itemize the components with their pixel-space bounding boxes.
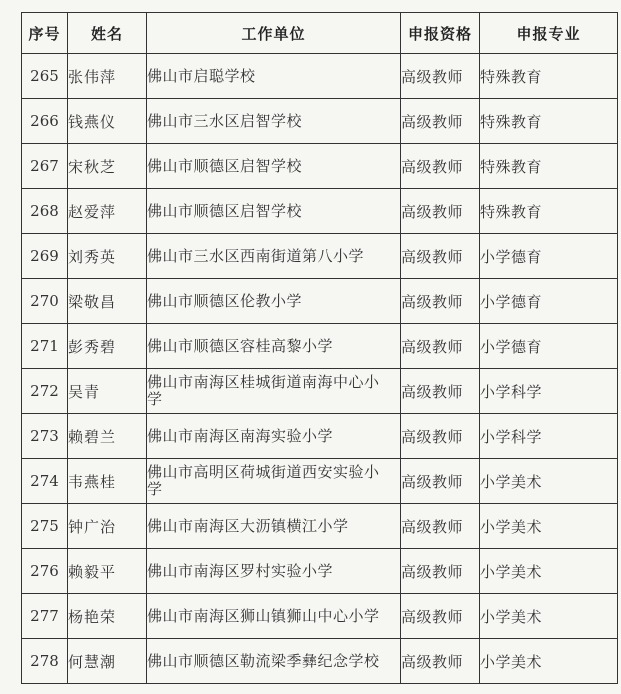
work-unit-text: 佛山市顺德区伦教小学 bbox=[147, 291, 303, 310]
table-row bbox=[22, 144, 618, 189]
work-unit-text: 佛山市启聪学校 bbox=[147, 66, 256, 85]
serial-number-cell: 265 bbox=[22, 54, 68, 99]
name-cell: 钱燕仪 bbox=[68, 99, 147, 144]
serial-number-cell: 278 bbox=[22, 639, 68, 684]
table-row bbox=[22, 324, 618, 369]
name-cell: 赵爱萍 bbox=[68, 189, 147, 234]
work-unit-cell bbox=[147, 54, 401, 99]
name-cell: 梁敬昌 bbox=[68, 279, 147, 324]
qualification-cell: 高级教师 bbox=[401, 234, 480, 279]
work-unit-cell bbox=[147, 504, 401, 549]
major-cell: 小学美术 bbox=[480, 639, 618, 684]
serial-number-cell: 269 bbox=[22, 234, 68, 279]
qualification-cell: 高级教师 bbox=[401, 369, 480, 414]
qualification-cell: 高级教师 bbox=[401, 189, 480, 234]
name-cell: 钟广治 bbox=[68, 504, 147, 549]
work-unit-cell bbox=[147, 144, 401, 189]
qualification-cell: 高级教师 bbox=[401, 54, 480, 99]
header-serial-number: 序号 bbox=[22, 13, 68, 54]
work-unit-text: 佛山市南海区狮山镇狮山中心小学 bbox=[147, 606, 380, 625]
work-unit-cell bbox=[147, 369, 401, 414]
name-cell: 吴青 bbox=[68, 369, 147, 414]
name-cell: 宋秋芝 bbox=[68, 144, 147, 189]
work-unit-cell bbox=[147, 594, 401, 639]
name-cell: 韦燕桂 bbox=[68, 459, 147, 504]
qualification-cell: 高级教师 bbox=[401, 504, 480, 549]
qualification-cell: 高级教师 bbox=[401, 144, 480, 189]
table-row bbox=[22, 414, 618, 459]
serial-number-cell: 266 bbox=[22, 99, 68, 144]
work-unit-text: 佛山市顺德区启智学校 bbox=[147, 156, 303, 175]
work-unit-text: 佛山市顺德区启智学校 bbox=[147, 201, 303, 220]
table-header bbox=[22, 13, 618, 54]
work-unit-text: 佛山市南海区南海实验小学 bbox=[147, 426, 334, 445]
major-cell: 特殊教育 bbox=[480, 144, 618, 189]
table-row bbox=[22, 504, 618, 549]
work-unit-cell bbox=[147, 639, 401, 684]
table-row bbox=[22, 54, 618, 99]
major-cell: 小学美术 bbox=[480, 594, 618, 639]
work-unit-text: 佛山市南海区大沥镇横江小学 bbox=[147, 516, 349, 535]
qualification-cell: 高级教师 bbox=[401, 414, 480, 459]
table-row bbox=[22, 189, 618, 234]
name-cell: 彭秀碧 bbox=[68, 324, 147, 369]
work-unit-cell bbox=[147, 549, 401, 594]
serial-number-cell: 271 bbox=[22, 324, 68, 369]
serial-number-cell: 276 bbox=[22, 549, 68, 594]
name-cell: 赖毅平 bbox=[68, 549, 147, 594]
work-unit-text: 佛山市南海区罗村实验小学 bbox=[147, 561, 334, 580]
serial-number-cell: 275 bbox=[22, 504, 68, 549]
major-cell: 小学科学 bbox=[480, 414, 618, 459]
qualification-cell: 高级教师 bbox=[401, 99, 480, 144]
name-cell: 张伟萍 bbox=[68, 54, 147, 99]
serial-number-cell: 270 bbox=[22, 279, 68, 324]
serial-number-cell: 277 bbox=[22, 594, 68, 639]
work-unit-cell bbox=[147, 99, 401, 144]
work-unit-cell bbox=[147, 234, 401, 279]
qualification-cell: 高级教师 bbox=[401, 459, 480, 504]
major-cell: 小学德育 bbox=[480, 279, 618, 324]
work-unit-text: 佛山市三水区西南街道第八小学 bbox=[147, 246, 365, 265]
name-cell: 刘秀英 bbox=[68, 234, 147, 279]
major-cell: 特殊教育 bbox=[480, 99, 618, 144]
work-unit-text: 佛山市三水区启智学校 bbox=[147, 111, 303, 130]
work-unit-text: 佛山市南海区桂城街道南海中心小学 bbox=[147, 373, 380, 408]
major-cell: 小学美术 bbox=[480, 549, 618, 594]
table-row bbox=[22, 369, 618, 414]
qualification-cell: 高级教师 bbox=[401, 594, 480, 639]
major-cell: 特殊教育 bbox=[480, 54, 618, 99]
table-row bbox=[22, 279, 618, 324]
header-name: 姓名 bbox=[68, 13, 147, 54]
major-cell: 小学德育 bbox=[480, 234, 618, 279]
table-row bbox=[22, 594, 618, 639]
name-cell: 杨艳荣 bbox=[68, 594, 147, 639]
name-cell: 何慧潮 bbox=[68, 639, 147, 684]
major-cell: 特殊教育 bbox=[480, 189, 618, 234]
major-cell: 小学美术 bbox=[480, 459, 618, 504]
table-row bbox=[22, 234, 618, 279]
table-row bbox=[22, 639, 618, 684]
table-row bbox=[22, 99, 618, 144]
major-cell: 小学科学 bbox=[480, 369, 618, 414]
header-major: 申报专业 bbox=[480, 13, 618, 54]
work-unit-text: 佛山市高明区荷城街道西安实验小学 bbox=[147, 463, 380, 498]
qualification-cell: 高级教师 bbox=[401, 639, 480, 684]
qualification-cell: 高级教师 bbox=[401, 279, 480, 324]
header-work-unit: 工作单位 bbox=[147, 13, 401, 54]
table-row bbox=[22, 459, 618, 504]
table-body bbox=[22, 54, 618, 684]
teacher-roster-table bbox=[21, 12, 618, 684]
serial-number-cell: 267 bbox=[22, 144, 68, 189]
table-row bbox=[22, 549, 618, 594]
work-unit-text: 佛山市顺德区勒流梁季彝纪念学校 bbox=[147, 651, 380, 670]
work-unit-cell bbox=[147, 414, 401, 459]
serial-number-cell: 274 bbox=[22, 459, 68, 504]
work-unit-cell bbox=[147, 189, 401, 234]
major-cell: 小学德育 bbox=[480, 324, 618, 369]
work-unit-cell bbox=[147, 324, 401, 369]
qualification-cell: 高级教师 bbox=[401, 549, 480, 594]
major-cell: 小学美术 bbox=[480, 504, 618, 549]
work-unit-cell bbox=[147, 279, 401, 324]
serial-number-cell: 273 bbox=[22, 414, 68, 459]
serial-number-cell: 268 bbox=[22, 189, 68, 234]
header-row bbox=[22, 13, 618, 54]
qualification-cell: 高级教师 bbox=[401, 324, 480, 369]
name-cell: 赖碧兰 bbox=[68, 414, 147, 459]
serial-number-cell: 272 bbox=[22, 369, 68, 414]
work-unit-text: 佛山市顺德区容桂高黎小学 bbox=[147, 336, 334, 355]
work-unit-cell bbox=[147, 459, 401, 504]
header-qualification: 申报资格 bbox=[401, 13, 480, 54]
